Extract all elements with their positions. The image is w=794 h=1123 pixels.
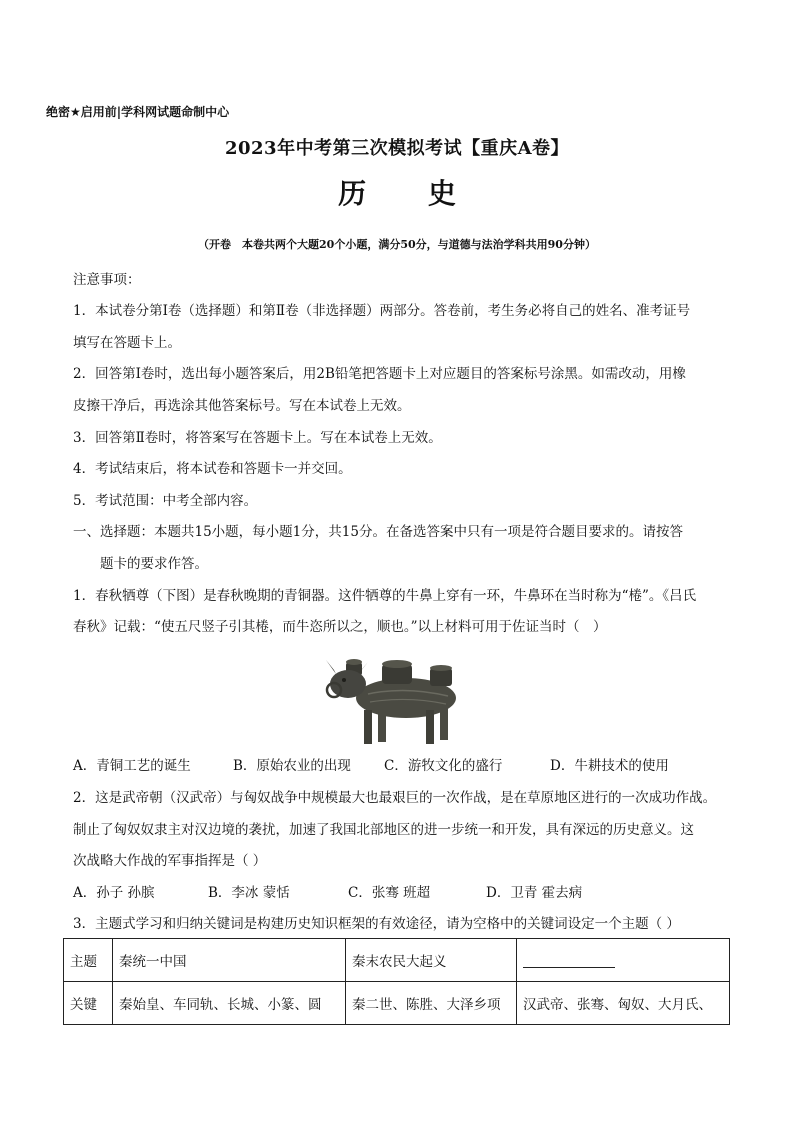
table-cell: 汉武帝、张骞、匈奴、大月氏、 — [517, 982, 730, 1025]
table-cell: 秦末农民大起义 — [346, 939, 517, 982]
table-cell: 关键 — [64, 982, 113, 1025]
notes-heading: 注意事项： — [73, 272, 141, 288]
table-row — [64, 939, 730, 982]
note-2-line-1: 2．回答第Ⅰ卷时，选出每小题答案后，用2B铅笔把答题卡上对应题目的答案标号涂黑。如需改动，用橡 — [73, 366, 686, 382]
q1-option-b: B．原始农业的出现 — [233, 758, 351, 774]
q1-text-line-1: 1．春秋牺尊（下图）是春秋晚期的青铜器。这件牺尊的牛鼻上穿有一环，牛鼻环在当时称为“棬”。《吕氏 — [73, 588, 697, 604]
q2-option-c: C．张骞 班超 — [348, 885, 431, 901]
q2-option-b: B．李冰 蒙恬 — [208, 885, 290, 901]
q2-text-line-2: 制止了匈奴奴隶主对汉边境的袭扰，加速了我国北部地区的进一步统一和开发，具有深远的历史意义。这 — [73, 822, 694, 838]
table-cell: 秦二世、陈胜、大泽乡项 — [346, 982, 517, 1025]
exam-title: 2023年中考第三次模拟考试【重庆A卷】 — [224, 138, 570, 159]
q2-option-a: A．孙子 孙膑 — [73, 885, 155, 901]
q2-text-line-1: 2．这是武帝朝（汉武帝）与匈奴战争中规模最大也最艰巨的一次作战，是在草原地区进行的一次成功作战。 — [73, 790, 717, 806]
exam-info: （开卷 本卷共两个大题20个小题，满分50分，与道德与法治学科共用90分钟） — [198, 238, 596, 251]
note-1-line-1: 1．本试卷分第Ⅰ卷（选择题）和第Ⅱ卷（非选择题）两部分。答卷前，考生务必将自己的姓名、准考证号 — [73, 303, 691, 319]
note-2-line-2: 皮擦干净后，再选涂其他答案标号。写在本试卷上无效。 — [73, 398, 411, 414]
table-row — [64, 982, 730, 1025]
q2-option-d: D．卫青 霍去病 — [486, 885, 583, 901]
note-1-line-2: 填写在答题卡上。 — [73, 335, 181, 351]
note-3: 3．回答第Ⅱ卷时，将答案写在答题卡上。写在本试卷上无效。 — [73, 430, 442, 446]
note-5: 5．考试范围：中考全部内容。 — [73, 493, 258, 509]
q1-option-d: D．牛耕技术的使用 — [550, 758, 669, 774]
section1-heading-line-1: 一、选择题：本题共15小题，每小题1分，共15分。在备选答案中只有一项是符合题目要求的。请按答 — [73, 524, 683, 540]
table-cell: 主题 — [64, 939, 113, 982]
q2-text-line-3: 次战略大作战的军事指挥是（ ） — [73, 853, 267, 869]
section1-heading-line-2: 题卡的要求作答。 — [100, 556, 208, 572]
secret-line: 绝密★启用前|学科网试题命制中心 — [46, 105, 230, 119]
subject-title: 历 史 — [338, 177, 482, 210]
table-cell-blank — [517, 939, 730, 982]
answer-blank — [523, 953, 615, 968]
table-cell: 秦始皇、车同轨、长城、小篆、圆 — [113, 982, 346, 1025]
q3-keyword-table — [63, 938, 730, 1025]
q1-option-a: A．青铜工艺的诞生 — [73, 758, 191, 774]
bronze-ox-zun-image — [318, 650, 468, 750]
q1-text-line-2: 春秋》记载：“使五尺竖子引其棬，而牛恣所以之，顺也。”以上材料可用于佐证当时（ ） — [73, 619, 607, 635]
note-4: 4．考试结束后，将本试卷和答题卡一并交回。 — [73, 461, 352, 477]
q1-option-c: C．游牧文化的盛行 — [384, 758, 503, 774]
table-cell: 秦统一中国 — [113, 939, 346, 982]
q3-text: 3．主题式学习和归纳关键词是构建历史知识框架的有效途径，请为空格中的关键词设定一个主题（ ） — [73, 916, 680, 932]
